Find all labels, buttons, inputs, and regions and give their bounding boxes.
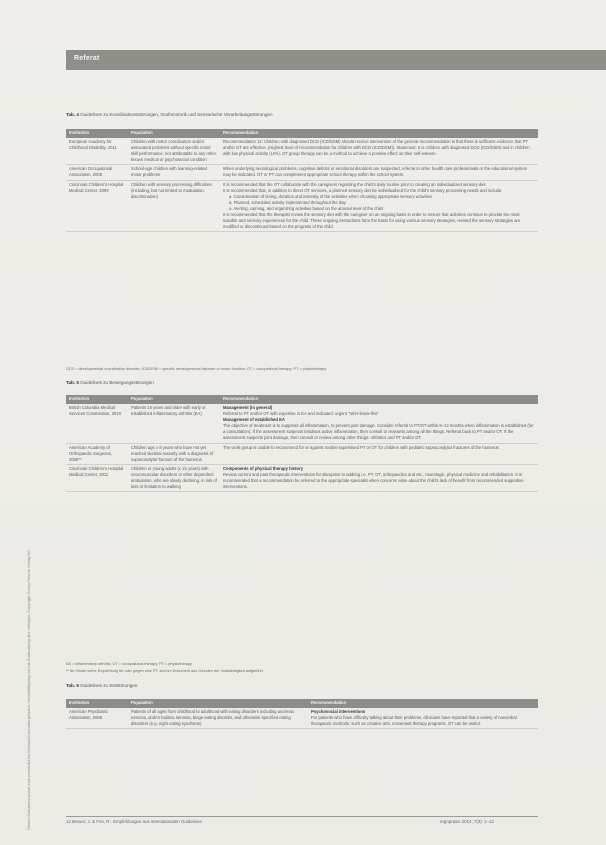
table-5-label: Tab. 5 <box>66 380 79 385</box>
col-institution: Institution <box>66 699 128 708</box>
col-population: Population <box>128 699 308 708</box>
table-6-label: Tab. 6 <box>66 683 79 688</box>
col-recommendation: Recommendation <box>220 395 538 404</box>
table-5-caption <box>66 380 154 385</box>
table-row <box>66 708 538 729</box>
table-5-title: Guidelines zu Bewegungsstörungen <box>80 380 154 385</box>
recommendation-cell <box>220 180 538 232</box>
recommendation-heading: Management of established EA <box>223 417 285 423</box>
table-6-title: Guidelines zu Essstörungen <box>80 683 138 688</box>
table-6 <box>66 699 538 729</box>
table-row <box>66 165 538 180</box>
institution-cell: European Academy for Childhood Disability, 2011 <box>66 138 128 165</box>
table-4-caption <box>66 112 273 117</box>
table-row <box>66 180 538 232</box>
table-header-row <box>66 699 538 708</box>
col-institution: Institution <box>66 129 128 138</box>
population-cell: Patients 16 years and older with early or established inflammatory arthritis (EA) <box>128 404 220 443</box>
section-label: Referat <box>74 55 100 62</box>
table-4-abbreviations: DCD = developmental coordination disorder; ICD/DSM = specific developmental disorder of motor function; OT = occupational therapy; PT = physiotherapy <box>66 367 327 371</box>
table-5-footnote: ** für Kinder keine Empfehlung für oder gegen eine PT, sind im Dokument aus Gründen der Vollständigkeit aufgeführt <box>66 669 263 673</box>
table-row <box>66 138 538 165</box>
table-header-row <box>66 395 538 404</box>
recommendation-text: The work group is unable to recommend for or against routine supervised PT or OT for children with pediatric supracondylar fractures of the humerus. <box>223 444 500 450</box>
population-cell: Children with sensory processing difficulties (including, but not limited to modulation, discrimination) <box>128 180 220 232</box>
recommendation-list-item: a. Planned, scheduled activity implemented throughout the day <box>229 199 346 205</box>
col-recommendation: Recommendation <box>308 699 538 708</box>
institution-cell: American Academy of Orthopaedic Surgeons, 2009** <box>66 443 128 464</box>
recommendation-cell <box>220 464 538 491</box>
recommendation-heading: Psychosocial interventions <box>311 709 366 714</box>
table-header-row <box>66 129 538 138</box>
recommendation-tail: It is recommended that the therapist review the sensory diet with the caregiver on an ongoing basis in order to ensure that activities continue to provide the most suitable and sensory experiences for the child. These ongoing interactions form the basis for using various sensory strategies, revised the sensory strategies are modified or discontinued based on the progress of the child. <box>223 212 521 230</box>
institution-cell: Cincinnati Children's Hospital Medical Center, 2009 <box>66 180 128 232</box>
footer-journal: ergopraxis 2014; 7(3): 1–12 <box>440 819 494 824</box>
recommendation-cell <box>220 443 538 464</box>
population-cell: School-age children with learning-related motor problems <box>128 165 220 180</box>
recommendation-text: It is recommended that the OT collaborate with the caregivers regarding the child's daily routine prior to creating an individualized sensory diet. <box>223 181 487 187</box>
recommendation-text: Referral to PT and/or OT with expertise in EA and indicated: urgent "refer-know-this" <box>223 411 379 417</box>
table-6-caption <box>66 683 137 688</box>
section-header-band <box>66 50 606 70</box>
population-cell: Patients of all ages from childhood to adulthood with eating disorders including anorexia nervosa, and/or bulimia nervosa, binge-eating disorder, and otherwise specified eating disorders (e.g. night eating syndrome) <box>128 708 308 729</box>
col-recommendation: Recommendation <box>220 129 538 138</box>
table-row <box>66 404 538 443</box>
table-4 <box>66 129 538 232</box>
footer-rule <box>66 816 538 817</box>
recommendation-text: For patients who have difficulty talking about their problems, clinicians have reported that a variety of nonverbal therapeutic methods, such as creative arts, movement therapy programs, OT can be useful. <box>311 715 517 727</box>
table-row <box>66 464 538 491</box>
recommendation-heading: Management (in general) <box>223 405 273 410</box>
institution-cell: American Psychiatric Association, 2006 <box>66 708 128 729</box>
col-population: Population <box>128 129 220 138</box>
recommendation-text: The objective of treatment is to suppress all inflammation, to prevent joint damage. Consider referral to PT/OT within 8–12 months when inflammation is established (for a consultation). If the assessment suspects insidious active inflammation, then consult or reassess among all the things. Referral back to PT and/or OT. If the assessment suspects joint damage, then consult or review among other things: orthotics and PT and/or OT. <box>223 423 534 441</box>
institution-cell: Cincinnati Children's Hospital Medical Center, 2011 <box>66 464 128 491</box>
recommendation-cell: When underlying neurological problems, cognitive deficits or emotional disorders are suspected, referral to other health care professionals or the educational system may be indicated. OT or PT can complement appropriate school therapy within the school system. <box>220 165 538 180</box>
recommendation-cell <box>308 708 538 729</box>
col-institution: Institution <box>66 395 128 404</box>
recommendation-heading: Components of physical therapy history <box>223 465 304 471</box>
recommendation-list-item: a. Consideration of timing, duration and intensity of the activities when choosing appropriate sensory activities <box>229 193 432 199</box>
col-population: Population <box>128 395 220 404</box>
table-4-title: Guidelines zu Koordinationsstörungen, Grafomotorik und Sensorische Verarbeitungsstörungen <box>80 112 273 117</box>
recommendation-list-intro: It is recommended that, in addition to direct OT services, a planned sensory diet be individualized for the child's sensory processing needs and include: <box>223 187 503 193</box>
population-cell: Children with motor coordination and/or associated problems without specific motor skill performance, not attributable to any other known medical or psychosocial condition <box>128 138 220 165</box>
recommendation-text: Review current and past therapeutic interventions for disruption to walking i.e. PT, OT, orthopaedics and etc., neurologic, physical medicine and rehabilitation. It is recommended that a recommendation be referred to the appropriate specialist when concerns arise about the child's lack of benefit from recommended supportive interventions. <box>223 471 524 490</box>
institution-cell: American Occupational Association, 2008 <box>66 165 128 180</box>
population-cell: Children or young adults (≤ 21 years) with neuromuscular disorders or other dependent ambulation, who are slowly declining, in risk of loss or limitation to walking <box>128 464 220 491</box>
population-cell: Children age ≥ 8 years who have not yet reached skeletal maturity with a diagnosis of supracondylar fracture of the humerus <box>128 443 220 464</box>
footer-citation: 12 Breuer, J. & Frei, R.: Empfehlungen aus internationalen Guidelines <box>66 819 202 824</box>
recommendation-cell: Recommendation 12: Children with diagnosed DCD (ICD/DSM) should receive intervention of the general recommendation is that there is sufficient evidence that PT and/or OT are effective. (Highest level of recommendation for children with DCD (ICD/DSM)). Statement: It is children with diagnosed DCD (ICD/DSM) and in children with low physical activity (LPA), OT group therapy can be a method to achieve a positive effect on their self-esteem. <box>220 138 538 165</box>
table-row <box>66 443 538 464</box>
table-4-label: Tab. 4 <box>66 112 79 117</box>
institution-cell: British Columbia Medical Services Commission, 2010 <box>66 404 128 443</box>
side-copyright-note: Dieses Dokument wurde zum persönlichen Gebrauch heruntergeladen. Vervielfältigung nur mit Zustimmung des Verlages. Copyright Georg Thieme Verlag KG <box>26 549 31 830</box>
recommendation-list-item: a. Alerting, calming, and organizing activities based on the arousal level of the child <box>229 205 383 211</box>
table-5 <box>66 395 538 492</box>
recommendation-cell <box>220 404 538 443</box>
table-5-abbreviations: EA = inflammatory arthritis; OT = occupational therapy; PT = physiotherapy <box>66 662 192 666</box>
